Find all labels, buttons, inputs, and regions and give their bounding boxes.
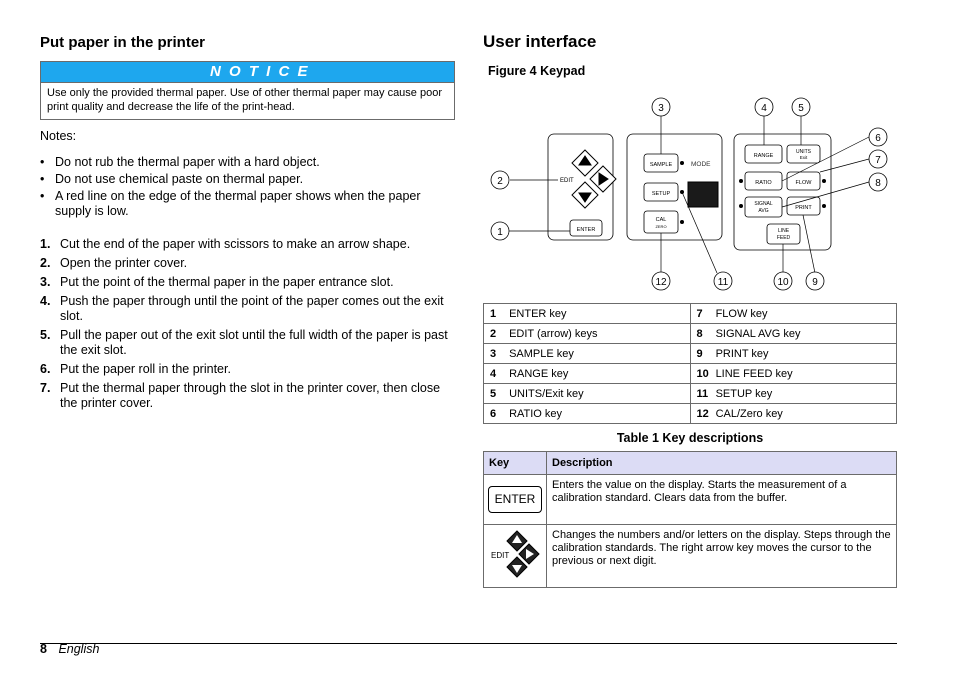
svg-text:9: 9 <box>812 277 818 288</box>
list-item: • A red line on the edge of the thermal paper shows when the paper supply is low. <box>40 189 421 218</box>
notice-text: Use only the provided thermal paper. Use of other thermal paper may cause poor print quality and decrease the life of the print-head. <box>47 87 442 113</box>
table-caption: Table 1 Key descriptions <box>616 431 764 445</box>
display-window <box>688 182 718 207</box>
edit-label: EDIT <box>560 178 574 184</box>
list-item: 4. Push the paper through until the point of the paper comes out the exit slot. <box>40 294 444 323</box>
svg-text:2: 2 <box>497 176 503 187</box>
signal-avg-key <box>745 197 782 217</box>
signal-led <box>739 204 743 208</box>
print-led <box>822 204 826 208</box>
list-item: 1. Cut the end of the paper with scissors to make an arrow shape. <box>40 237 411 251</box>
enter-key-icon: ENTER <box>488 486 543 513</box>
svg-text:5: 5 <box>798 103 804 114</box>
ratio-led <box>739 179 743 183</box>
exit-label: Exit <box>799 155 808 160</box>
table-header-row <box>484 452 897 475</box>
table-row: 6 RATIO key 12 CAL/Zero key <box>484 404 897 424</box>
left-column <box>40 30 455 415</box>
list-item: 5. Pull the paper out of the exit slot until the full width of the paper is past the exit slot. <box>40 328 448 357</box>
table-row: 1 ENTER key 7 FLOW key <box>484 304 897 324</box>
list-item: 7. Put the thermal paper through the slot in the printer cover, then close the printer cover. <box>40 381 441 410</box>
line-feed-key <box>767 224 800 244</box>
flow-led <box>822 179 826 183</box>
units-label: UNITS <box>796 149 811 155</box>
section-heading-ui: User interface <box>483 32 597 51</box>
list-item: • Do not use chemical paste on thermal paper. <box>40 172 304 186</box>
svg-text:11: 11 <box>717 277 729 288</box>
section-heading-paper: Put paper in the printer <box>40 34 206 51</box>
notice-title: N O T I C E <box>41 62 454 83</box>
column-header-key: Key <box>484 452 547 475</box>
svg-text:3: 3 <box>658 103 664 114</box>
ratio-key-label: RATIO <box>755 180 772 186</box>
enter-key-label: ENTER <box>576 227 596 233</box>
table-row <box>484 475 897 525</box>
key-legend-table <box>483 303 897 424</box>
edit-arrow-keys-icon <box>572 150 616 208</box>
svg-text:7: 7 <box>875 155 881 166</box>
page-footer <box>40 642 99 656</box>
footer-rule <box>40 643 897 644</box>
sample-key-label: SAMPLE <box>649 162 673 168</box>
feed-label: FEED <box>776 235 791 241</box>
svg-text:10: 10 <box>777 277 789 288</box>
description-cell: Enters the value on the display. Starts the measurement of a calibration standard. Clears data from the buffer. <box>547 475 897 525</box>
page-number: 8 <box>40 642 47 656</box>
notes-list <box>40 155 455 219</box>
table-row: 4 RANGE key 10 LINE FEED key <box>484 364 897 384</box>
table-row: 3 SAMPLE key 9 PRINT key <box>484 344 897 364</box>
range-key-label: RANGE <box>753 153 774 159</box>
edit-arrow-keys-icon <box>487 527 543 581</box>
list-item: 3. Put the point of the thermal paper in the paper entrance slot. <box>40 275 394 289</box>
right-column <box>483 30 897 567</box>
print-key-label: PRINT <box>795 205 812 211</box>
line-label: LINE <box>777 228 790 234</box>
flow-key-label: FLOW <box>795 180 812 186</box>
svg-text:8: 8 <box>875 178 881 189</box>
svg-text:12: 12 <box>655 277 667 288</box>
footer-language: English <box>58 642 100 656</box>
description-cell: Changes the numbers and/or letters on the display. Steps through the calibration standards. The right arrow key moves the cursor to the previous or next digit. <box>547 525 897 588</box>
steps-list <box>40 237 455 411</box>
setup-key-label: SETUP <box>651 191 671 197</box>
edit-icon-label: EDIT <box>491 551 510 560</box>
key-description-table <box>483 451 897 588</box>
figure-caption: Figure 4 Keypad <box>488 64 586 78</box>
notice-box <box>40 61 455 120</box>
cal-label: CAL <box>655 217 667 223</box>
list-item: 2. Open the printer cover. <box>40 256 188 270</box>
avg-label: AVG <box>758 208 769 214</box>
column-header-description: Description <box>547 452 897 475</box>
zero-label: ZERO <box>655 224 667 229</box>
svg-text:1: 1 <box>497 227 503 238</box>
svg-text:6: 6 <box>875 133 881 144</box>
table-row: 5 UNITS/Exit key 11 SETUP key <box>484 384 897 404</box>
notes-label: Notes: <box>40 129 77 143</box>
svg-text:4: 4 <box>761 103 767 114</box>
signal-label: SIGNAL <box>754 201 773 207</box>
keypad-illustration <box>483 94 897 294</box>
table-row <box>484 525 897 588</box>
cal-led <box>680 220 684 224</box>
list-item: 6. Put the paper roll in the printer. <box>40 362 231 376</box>
list-item: • Do not rub the thermal paper with a hard object. <box>40 155 320 169</box>
sample-led <box>680 161 684 165</box>
mode-label: MODE <box>691 161 711 168</box>
table-row: 2 EDIT (arrow) keys 8 SIGNAL AVG key <box>484 324 897 344</box>
